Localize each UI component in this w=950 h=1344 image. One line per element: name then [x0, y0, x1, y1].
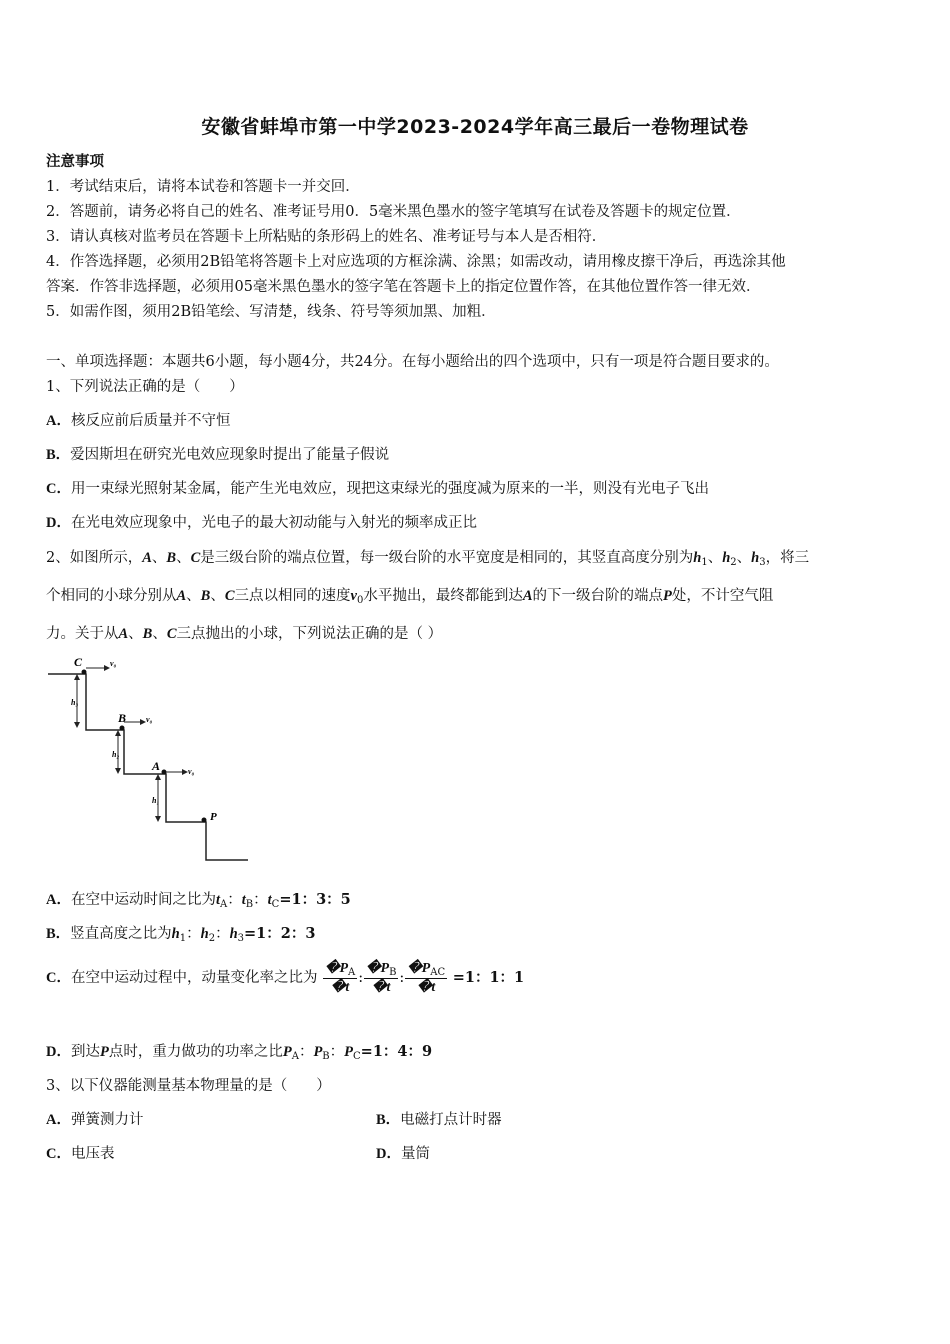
- option-label: D．: [46, 515, 71, 531]
- text: ：: [298, 1044, 314, 1060]
- subscript: A: [220, 899, 228, 910]
- label-h3: h₃: [71, 698, 79, 707]
- var: �P: [325, 961, 349, 976]
- option-text: 在空中运动时间之比为: [70, 892, 216, 908]
- subscript: AC: [430, 967, 446, 978]
- label-c: C: [74, 655, 83, 669]
- var: A: [118, 626, 129, 642]
- text: 个相同的小球分别从: [46, 588, 177, 604]
- q3-option-b: [376, 1108, 502, 1129]
- var: h: [722, 550, 731, 566]
- text: =1：3：5: [279, 891, 351, 908]
- fraction-c: [405, 960, 447, 996]
- notes-item: 5．如需作图，须用2B铅笔绘、写清楚，线条、符号等须加黑、加粗．: [46, 304, 496, 320]
- text: ：: [215, 926, 230, 942]
- var: �P: [366, 961, 390, 976]
- var: �t: [417, 980, 436, 995]
- option-text: 在光电效应现象中，光电子的最大初动能与入射光的频率成正比: [70, 515, 477, 531]
- fraction-b: [364, 960, 398, 996]
- point-c: [82, 670, 87, 675]
- text: :: [358, 970, 364, 986]
- q1-option-b: [46, 443, 389, 464]
- subscript: B: [389, 967, 397, 978]
- var: A: [176, 588, 187, 604]
- option-label: A．: [46, 413, 71, 429]
- option-label: D．: [46, 1044, 71, 1060]
- q1-option-a: [46, 409, 230, 430]
- option-text: 电磁打点计时器: [400, 1112, 502, 1128]
- var: t: [215, 892, 221, 908]
- var: P: [344, 1044, 354, 1060]
- q3-option-a: [46, 1108, 143, 1129]
- option-label: C．: [46, 481, 71, 497]
- text: ：: [186, 926, 201, 942]
- option-text: 到达: [70, 1044, 100, 1060]
- subscript: B: [322, 1051, 330, 1062]
- var: C: [166, 626, 177, 642]
- var: v: [350, 588, 357, 604]
- fraction-a: [323, 960, 357, 996]
- option-label: A．: [46, 892, 71, 908]
- var: t: [241, 892, 246, 908]
- var: P: [282, 1044, 292, 1060]
- text: 是三级台阶的端点位置，每一级台阶的水平宽度是相同的，其竖直高度分别为: [200, 550, 694, 566]
- subscript: B: [245, 899, 254, 910]
- text: 三点以相同的速度: [234, 588, 351, 604]
- point-b: [120, 726, 125, 731]
- q1-option-d: [46, 511, 477, 532]
- option-text: 核反应前后质量并不守恒: [70, 413, 231, 429]
- text: 力。关于从: [46, 626, 119, 642]
- label-p: P: [210, 811, 217, 823]
- label-v0-c: v₀: [110, 659, 117, 668]
- option-label: C．: [46, 1146, 71, 1162]
- option-text: 电压表: [70, 1146, 115, 1162]
- var: P: [313, 1044, 323, 1060]
- var: B: [142, 626, 153, 642]
- staircase-figure: [40, 650, 260, 870]
- text: 处，不计空气阻: [671, 588, 774, 604]
- text: 三点抛出的小球，下列说法正确的是（ ）: [176, 626, 443, 642]
- option-text: 在空中运动过程中，动量变化率之比为: [70, 970, 318, 986]
- text: 水平抛出，最终都能到达: [363, 588, 523, 604]
- text: 的下一级台阶的端点: [532, 588, 663, 604]
- point-p: [202, 818, 207, 823]
- option-label: B．: [376, 1112, 401, 1128]
- subscript: C: [271, 899, 280, 910]
- option-text: 量筒: [400, 1146, 430, 1162]
- notes-item: 1．考试结束后，请将本试卷和答题卡一并交回．: [46, 179, 360, 195]
- q3-option-d: [376, 1142, 430, 1163]
- label-v0-b: v₀: [146, 715, 153, 724]
- point-a: [162, 770, 167, 775]
- text: ，将三: [765, 550, 810, 566]
- notes-item: 3．请认真核对监考员在答题卡上所粘贴的条形码上的姓名、准考证号与本人是否相符．: [46, 229, 607, 245]
- var: P: [663, 588, 672, 604]
- question-2-stem-line-1: [46, 546, 809, 568]
- label-h2: h₂: [112, 750, 120, 759]
- q2-option-a: [46, 888, 351, 910]
- text: 2、如图所示，: [46, 550, 143, 566]
- subscript: A: [348, 967, 356, 978]
- label-b: B: [118, 711, 127, 725]
- subscript: 1: [701, 557, 708, 568]
- option-text: 竖直高度之比为: [70, 926, 172, 942]
- notes-item: 答案．作答非选择题，必须用05毫米黑色墨水的签字笔在答题卡上的指定位置作答，在其他位置作答一律无效．: [46, 279, 761, 295]
- text: =1：2：3: [244, 925, 316, 942]
- text: 、: [736, 550, 752, 566]
- label-h1: h₁: [152, 796, 160, 805]
- arrowhead-icon: [74, 674, 80, 680]
- var: h: [229, 926, 238, 942]
- question-1-stem: 1、下列说法正确的是（ ）: [46, 379, 244, 395]
- text: ：: [253, 892, 268, 908]
- subscript: 2: [730, 557, 737, 568]
- option-label: A．: [46, 1112, 71, 1128]
- text: 、: [151, 550, 167, 566]
- var: C: [190, 550, 201, 566]
- arrowhead-icon: [155, 816, 161, 822]
- text: =1：4：9: [360, 1043, 433, 1060]
- question-3-stem: 3、以下仪器能测量基本物理量的是（ ）: [46, 1078, 331, 1094]
- q2-option-b: [46, 922, 315, 944]
- notes-heading: 注意事项: [46, 153, 104, 170]
- var: �t: [372, 980, 391, 995]
- text: ：: [227, 892, 242, 908]
- label-v0-a: v₀: [188, 767, 195, 776]
- notes-item: 4．作答选择题，必须用2B铅笔将答题卡上对应选项的方框涂满、涂黑；如需改动，请用橡皮擦干净后，再选涂其他: [46, 254, 786, 270]
- option-label: C．: [46, 970, 71, 986]
- option-text: 用一束绿光照射某金属，能产生光电效应，现把这束绿光的强度减为原来的一半，则没有光电子飞出: [70, 481, 709, 497]
- text: 、: [176, 550, 191, 566]
- option-text: 弹簧测力计: [70, 1112, 144, 1128]
- question-2-stem-line-3: [46, 622, 442, 643]
- question-2-stem-line-2: [46, 584, 773, 606]
- var: h: [200, 926, 209, 942]
- text: 、: [707, 550, 723, 566]
- text: 点时，重力做功的功率之比: [108, 1044, 283, 1060]
- subscript: 0: [356, 595, 364, 606]
- option-label: B．: [46, 447, 71, 463]
- arrowhead-icon: [155, 774, 161, 780]
- text: ：: [329, 1044, 345, 1060]
- option-text: 爱因斯坦在研究光电效应现象时提出了能量子假说: [70, 447, 390, 463]
- subscript: 3: [237, 933, 245, 944]
- var: B: [200, 588, 211, 604]
- option-label: B．: [46, 926, 71, 942]
- subscript: 2: [208, 933, 216, 944]
- subscript: A: [291, 1051, 299, 1062]
- page-title: 安徽省蚌埠市第一中学2023-2024学年高三最后一卷物理试卷: [201, 116, 749, 138]
- var: B: [166, 550, 177, 566]
- var: A: [522, 588, 533, 604]
- arrowhead-icon: [115, 730, 121, 736]
- var: C: [224, 588, 235, 604]
- option-label: D．: [376, 1146, 401, 1162]
- text: 、: [152, 626, 167, 642]
- var: h: [693, 550, 702, 566]
- var: h: [751, 550, 760, 566]
- q3-option-c: [46, 1142, 114, 1163]
- text: 、: [128, 626, 143, 642]
- subscript: C: [353, 1051, 361, 1062]
- notes-item: 2．答题前，请务必将自己的姓名、准考证号用0．5毫米黑色墨水的签字笔填写在试卷及答题卡的规定位置．: [46, 204, 741, 220]
- arrowhead-icon: [115, 768, 121, 774]
- q2-option-d: [46, 1040, 432, 1062]
- var: P: [99, 1044, 109, 1060]
- text: :: [399, 970, 405, 986]
- subscript: 1: [179, 933, 187, 944]
- subscript: 3: [759, 557, 766, 568]
- q2-option-c: [46, 960, 524, 996]
- var: h: [171, 926, 180, 942]
- arrowhead-icon: [74, 722, 80, 728]
- var: �P: [407, 961, 431, 976]
- section-heading: 一、单项选择题：本题共6小题，每小题4分，共24分。在每小题给出的四个选项中，只有一项是符合题目要求的。: [46, 354, 779, 370]
- text: 、: [210, 588, 225, 604]
- text: =1：1：1: [452, 969, 525, 986]
- var: t: [267, 892, 272, 908]
- var: A: [142, 550, 152, 566]
- q1-option-c: [46, 477, 709, 498]
- var: �t: [331, 980, 350, 995]
- label-a: A: [152, 759, 161, 773]
- text: 、: [186, 588, 201, 604]
